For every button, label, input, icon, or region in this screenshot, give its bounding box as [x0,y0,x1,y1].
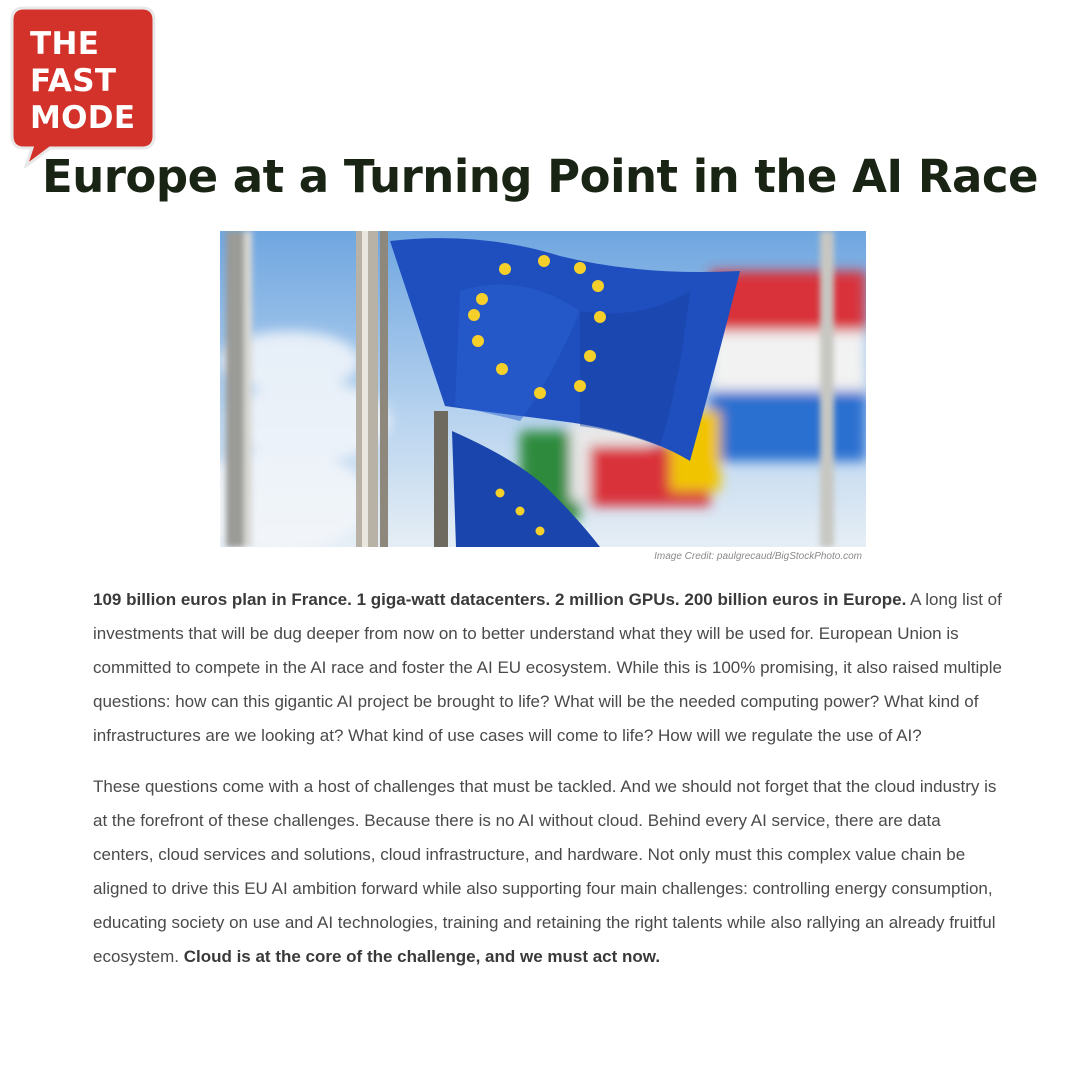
paragraph-2 [93,770,1003,974]
logo-line-2: FAST [30,63,117,99]
article-body [93,583,1003,991]
paragraph-1-lead: 109 billion euros plan in France. 1 giga-watt datacenters. 2 million GPUs. 200 billion euros in Europe. [93,590,907,609]
image-credit: Image Credit: paulgrecaud/BigStockPhoto.com [654,551,862,562]
logo-text [30,26,135,137]
paragraph-2-text: These questions come with a host of challenges that must be tackled. And we should not forget that the cloud industry is at the forefront of these challenges. Because there is no AI without cloud. Behind every AI service, there are data centers, cloud services and solutions, cloud infrastructure, and hardware. Not only must this complex value chain be aligned to drive this EU AI ambition forward while also supporting four main challenges: controlling energy consumption, educating society on use and AI technologies, training and retaining the right talents while also rallying an already fruitful ecosystem. [93,777,997,966]
article-image [220,231,866,547]
page-title: Europe at a Turning Point in the AI Race [41,150,1039,203]
logo-line-1: THE [30,26,100,62]
brand-logo[interactable] [10,6,156,168]
paragraph-1 [93,583,1003,753]
paragraph-1-text: A long list of investments that will be dug deeper from now on to better understand what they will be used for. European Union is committed to compete in the AI race and foster the AI EU ecosystem. While this is 100% promising, it also raised multiple questions: how can this gigantic AI project be brought to life? What will be the needed computing power? What kind of infrastructures are we looking at? What kind of use cases will come to life? How will we regulate the use of AI? [93,590,1002,745]
paragraph-2-conclusion: Cloud is at the core of the challenge, and we must act now. [183,947,661,966]
logo-line-3: MODE [30,100,136,136]
